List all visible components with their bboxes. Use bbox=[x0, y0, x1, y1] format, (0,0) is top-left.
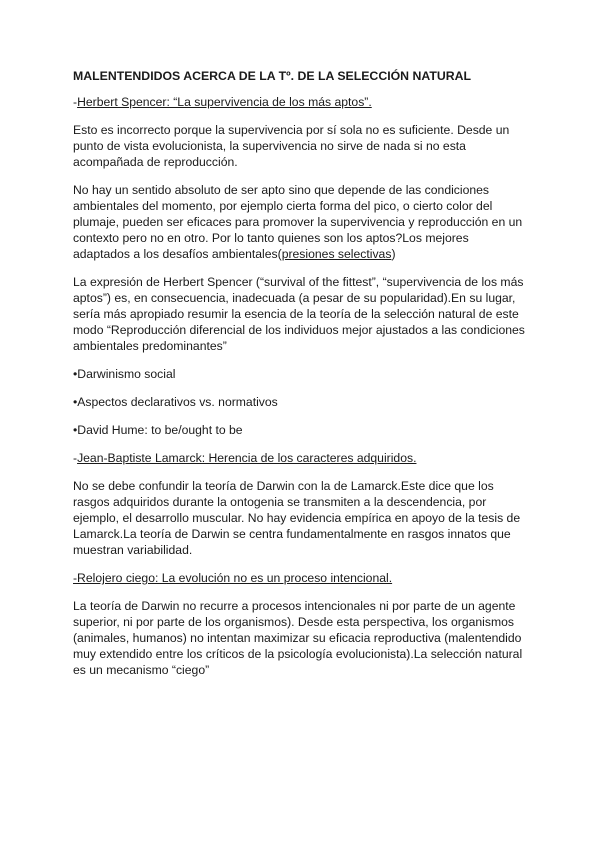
heading-text: Herbert Spencer: “La supervivencia de los más aptos”. bbox=[77, 95, 372, 109]
heading-prefix: - bbox=[73, 95, 78, 109]
document-page bbox=[73, 68, 528, 690]
paragraph bbox=[73, 182, 528, 262]
paragraph-text: No hay un sentido absoluto de ser apto sino que depende de las condiciones ambientales del momento, por ejemplo cierta forma del pico, o cierto color del plumaje, pueden ser eficaces para promover la supervivencia y reproducción en un contexto pero no en otro. Por lo tanto quienes son los aptos?Los mejores adaptados a los desafíos ambientales( bbox=[73, 183, 523, 261]
bullet-item: •Aspectos declarativos vs. normativos bbox=[73, 395, 278, 409]
underlined-term: presiones selectivas bbox=[281, 247, 392, 261]
heading-text: Jean-Baptiste Lamarck: Herencia de los caracteres adquiridos. bbox=[77, 451, 417, 465]
bullet-item: •David Hume: to be/ought to be bbox=[73, 423, 243, 437]
section-heading-spencer bbox=[73, 94, 528, 110]
document-title: MALENTENDIDOS ACERCA DE LA Tº. DE LA SELECCIÓN NATURAL bbox=[73, 69, 471, 83]
paragraph: La expresión de Herbert Spencer (“survival of the fittest”, “supervivencia de los más aptos”) es, en consecuencia, inadecuada (a pesar de su popularidad).En su lugar, sería más apropiado resumir la esencia de la teoría de la selección natural de este modo “Reproducción diferencial de los individuos mejor ajustados a las condiciones ambientales predominantes” bbox=[73, 275, 525, 353]
section-heading-relojero: -Relojero ciego: La evolución no es un proceso intencional. bbox=[73, 571, 393, 585]
heading-prefix: - bbox=[73, 451, 78, 465]
section-heading-lamarck bbox=[73, 450, 528, 466]
bullet-item: •Darwinismo social bbox=[73, 367, 176, 381]
paragraph: No se debe confundir la teoría de Darwin con la de Lamarck.Este dice que los rasgos adquiridos durante la ontogenia se transmiten a la descendencia, por ejemplo, el desarrollo muscular. No hay evidencia empírica en apoyo de la tesis de Lamarck.La teoría de Darwin se centra fundamentalmente en rasgos innatos que muestran variabilidad. bbox=[73, 479, 521, 557]
paragraph: La teoría de Darwin no recurre a procesos intencionales ni por parte de un agente superior, ni por parte de los organismos). Desde esta perspectiva, los organismos (animales, humanos) no intentan maximizar su eficacia reproductiva (malentendido muy extendido entre los críticos de la psicología evolucionista).La selección natural es un mecanismo “ciego” bbox=[73, 599, 523, 677]
paragraph: Esto es incorrecto porque la supervivencia por sí sola no es suficiente. Desde un punto de vista evolucionista, la supervivencia no sirve de nada si no esta acompañada de reproducción. bbox=[73, 123, 510, 169]
paragraph-end: ) bbox=[391, 247, 396, 261]
